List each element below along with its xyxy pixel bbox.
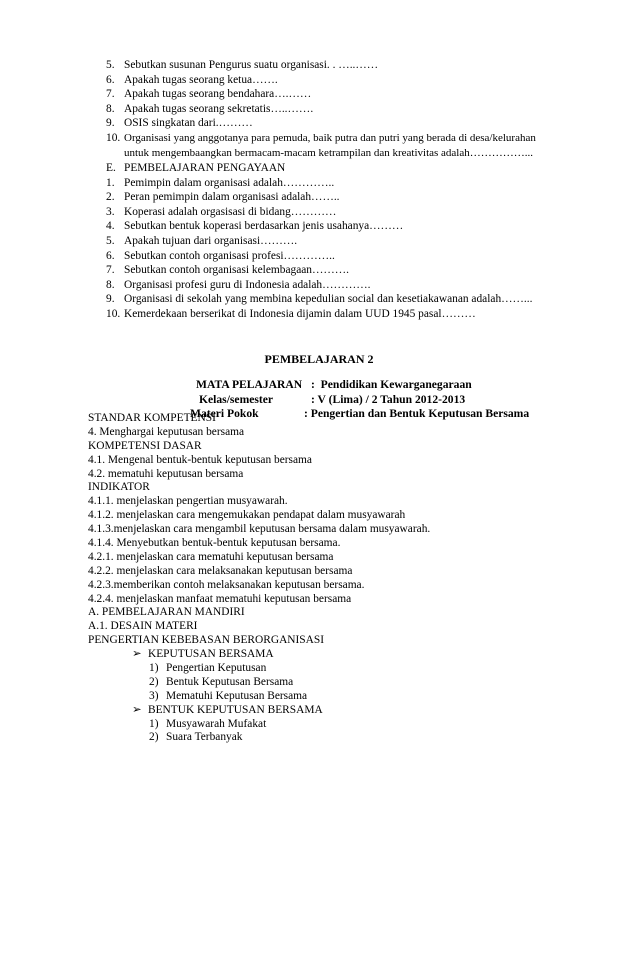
item-text: Sebutkan bentuk koperasi berdasarkan jenis usahanya………: [124, 220, 404, 233]
item-text: Musyawarah Mufakat: [166, 717, 267, 730]
list-item-continuation: [0, 146, 638, 161]
list-item: [88, 662, 618, 676]
list-item: [0, 116, 638, 131]
item-text: Sebutkan contoh organisasi kelembagaan……….: [124, 264, 350, 277]
list-item: [0, 205, 638, 220]
item-text: Pemimpin dalam organisasi adalah…………..: [124, 176, 335, 189]
meta-value: : Pengertian dan Bentuk Keputusan Bersama: [304, 407, 530, 420]
heading-basic-competency: KOMPETENSI DASAR: [88, 439, 202, 452]
list-item: [0, 219, 638, 234]
item-text: Apakah tugas seorang bendahara….……: [124, 88, 312, 101]
item-number: 7.: [106, 88, 115, 101]
item-text: Apakah tugas seorang ketua…….: [124, 73, 278, 86]
item-number: 10.: [106, 307, 121, 320]
list-item: [0, 249, 638, 264]
text-line: 4.1.1. menjelaskan pengertian musyawarah.: [88, 495, 288, 508]
item-number: 5.: [106, 234, 115, 247]
text-line: 4.2.4. menjelaskan manfaat mematuhi keputusan bersama: [88, 592, 352, 605]
item-text: Kemerdekaan berserikat di Indonesia dijamin dalam UUD 1945 pasal………: [124, 307, 476, 320]
meta-label: Materi Pokok: [190, 407, 259, 420]
text-line: 4.1.2. menjelaskan cara mengemukakan pendapat dalam musyawarah: [88, 509, 406, 522]
text-line: 4.2.2. menjelaskan cara melaksanakan keputusan bersama: [88, 564, 353, 577]
item-number: 1): [149, 662, 159, 675]
list-item: [0, 58, 638, 73]
item-text: OSIS singkatan dari.………: [124, 117, 253, 130]
text-line: 4.2.3.memberikan contoh melaksanakan keputusan bersama.: [88, 578, 365, 591]
section-enrichment: [0, 161, 638, 322]
text-line: 4.1. Mengenal bentuk-bentuk keputusan bersama: [88, 453, 312, 466]
text-line: 4.1.3.menjelaskan cara mengambil keputusan bersama dalam musyawarah.: [88, 523, 431, 536]
text-line: 4.1.4. Menyebutkan bentuk-bentuk keputusan bersama.: [88, 537, 341, 550]
item-text: Peran pemimpin dalam organisasi adalah……..: [124, 191, 340, 204]
heading-material-design: A.1. DESAIN MATERI: [88, 620, 198, 633]
list-item: [0, 278, 638, 293]
item-number: 1): [149, 717, 159, 730]
item-text: Organisasi di sekolah yang membina kepedulian social dan kesetiakawanan adalah……...: [124, 293, 533, 306]
item-text: Apakah tujuan dari organisasi……….: [124, 234, 298, 247]
bullet-group-title: BENTUK KEPUTUSAN BERSAMA: [148, 703, 323, 716]
list-item: [0, 190, 638, 205]
arrow-bullet-icon: ➢: [132, 703, 142, 716]
item-text: Koperasi adalah orgasisasi di bidang…………: [124, 205, 337, 218]
item-text: Sebutkan contoh organisasi profesi…………..: [124, 249, 335, 262]
item-number: 5.: [106, 59, 115, 71]
list-item: [0, 102, 638, 117]
item-number: 9.: [106, 293, 115, 306]
item-text: Apakah tugas seorang sekretatis…..…….: [124, 102, 314, 115]
text-line: 4.2.1. menjelaskan cara mematuhi keputusan bersama: [88, 550, 334, 563]
text-line: 4.2. mematuhi keputusan bersama: [88, 467, 244, 480]
heading-standard: STANDAR KOMPETENSI: [88, 412, 216, 424]
heading-self-learning: A. PEMBELAJARAN MANDIRI: [88, 606, 245, 619]
bullet-group-heading: [88, 648, 618, 662]
meta-value: : V (Lima) / 2 Tahun 2012-2013: [311, 392, 466, 406]
list-item: [0, 176, 638, 191]
list-item: [0, 234, 638, 249]
item-text-continued: untuk mengembaangkan bermacam-macam ketrampilan dan kreativitas adalah……………...: [124, 146, 533, 159]
arrow-bullet-icon: ➢: [132, 648, 142, 661]
text-line: 4. Menghargai keputusan bersama: [88, 425, 245, 438]
item-number: 6.: [106, 73, 115, 86]
item-number: 6.: [106, 249, 115, 262]
list-item: [88, 676, 618, 690]
item-text: Pengertian Keputusan: [166, 662, 267, 675]
meta-row-subject: [0, 378, 638, 393]
item-text: Organisasi profesi guru di Indonesia adalah………….: [124, 278, 371, 291]
list-item: [88, 731, 618, 745]
item-number: 2): [149, 675, 159, 688]
list-item: [0, 292, 638, 307]
list-item: [0, 73, 638, 88]
list-item: [0, 131, 638, 146]
item-text: Mematuhi Keputusan Bersama: [166, 689, 308, 702]
meta-label: MATA PELAJARAN: [196, 378, 303, 391]
meta-value: : Pendidikan Kewarganegaraan: [311, 378, 472, 391]
item-number: 2): [149, 731, 159, 744]
section-heading: [0, 161, 638, 176]
question-list-top: [0, 58, 638, 160]
item-number: 7.: [106, 264, 115, 277]
item-number: 9.: [106, 117, 115, 130]
item-number: 8.: [106, 102, 115, 115]
item-number: 3.: [106, 205, 115, 218]
list-item: [88, 718, 618, 732]
list-item: [88, 690, 618, 704]
bullet-group-title: KEPUTUSAN BERSAMA: [148, 648, 274, 661]
item-text: Bentuk Keputusan Bersama: [166, 675, 294, 688]
meta-label: Kelas/semester: [199, 392, 274, 406]
meta-row-class: [0, 393, 638, 408]
bullet-group-heading: [88, 704, 618, 718]
item-text: Organisasi yang anggotanya para pemuda, baik putra dan putri yang berada di desa/kelurahan: [124, 131, 536, 144]
item-number: 2.: [106, 191, 115, 204]
section-title: PEMBELAJARAN PENGAYAAN: [124, 162, 286, 174]
heading-organization-freedom: PENGERTIAN KEBEBASAN BERORGANISASI: [88, 634, 324, 647]
item-number: 3): [149, 689, 159, 702]
competency-section: [88, 412, 618, 745]
item-text: Suara Terbanyak: [166, 731, 243, 744]
section-letter: E.: [106, 162, 116, 174]
list-item: [0, 307, 638, 322]
heading-indicator: INDIKATOR: [88, 481, 150, 494]
item-number: 10.: [106, 131, 121, 144]
item-number: 1.: [106, 176, 115, 189]
list-item: [0, 263, 638, 278]
page-title: PEMBELAJARAN 2: [264, 352, 374, 366]
list-item: [0, 87, 638, 102]
item-text: Sebutkan susunan Pengurus suatu organisasi. . …..……: [124, 59, 379, 71]
item-number: 8.: [106, 278, 115, 291]
item-number: 4.: [106, 220, 115, 233]
